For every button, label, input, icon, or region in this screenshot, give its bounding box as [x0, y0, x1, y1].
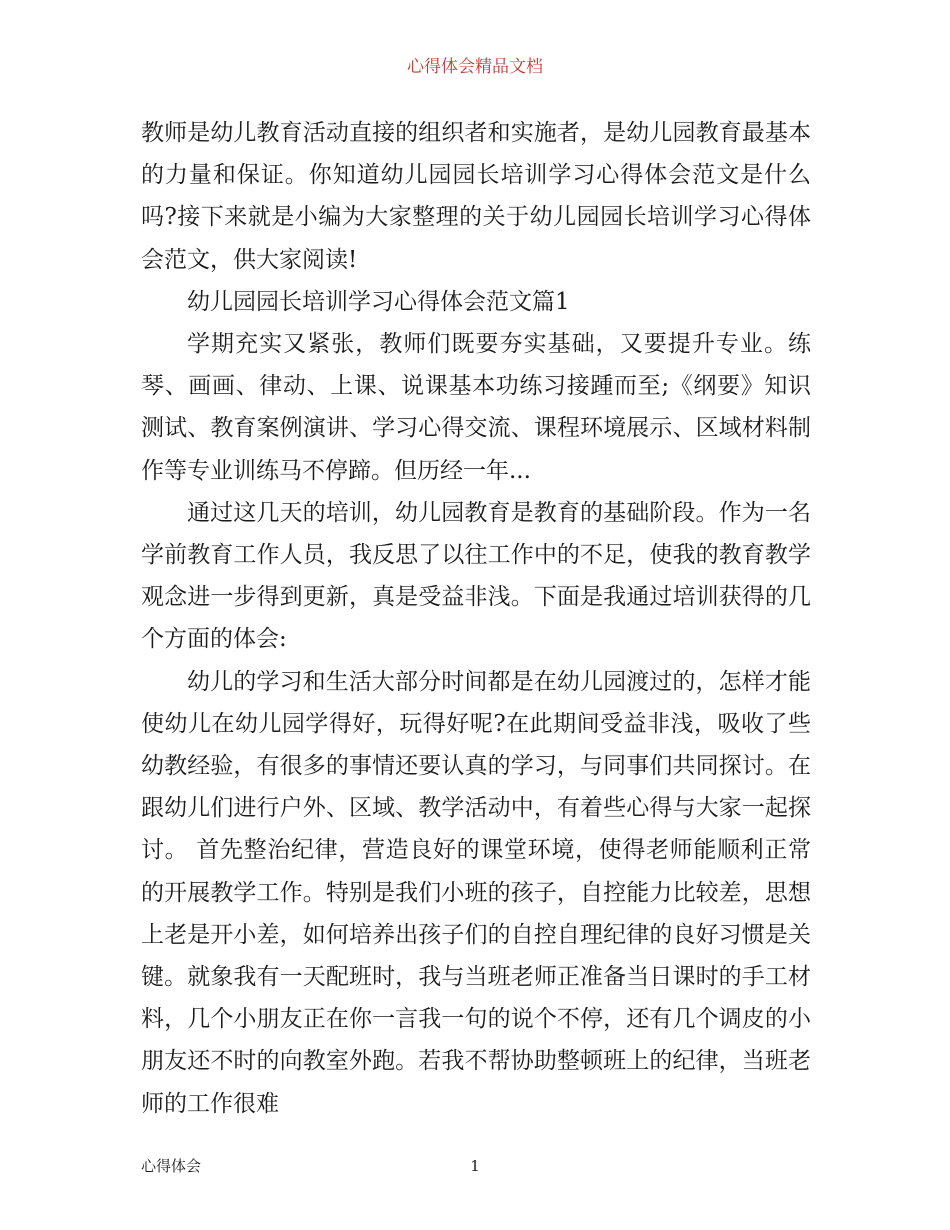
paragraph: 学期充实又紧张，教师们既要夯实基础，又要提升专业。练琴、画画、律动、上课、说课基本功练习接踵而至;《纲要》知识测试、教育案例演讲、学习心得交流、课程环境展示、区域材料制作等专业训练马不停蹄。但历经一年... [141, 331, 811, 484]
section-heading: 幼儿园园长培训学习心得体会范文篇1 [187, 288, 570, 315]
paragraph: 幼儿的学习和生活大部分时间都是在幼儿园渡过的，怎样才能使幼儿在幼儿园学得好，玩得好呢?在此期间受益非浅，吸收了些幼教经验，有很多的事情还要认真的学习，与同事们共同探讨。在跟幼儿们进行户外、区域、教学活动中，有着些心得与大家一起探讨。 首先整治纪律，营造良好的课堂环境，使得老师能顺利正常的开展教学工作。特别是我们小班的孩子，自控能力比较差，思想上老是开小差，如何培养出孩子们的自控自理纪律的良好习惯是关键。就象我有一天配班时，我与当班老师正准备当日课时的手工材料，几个小朋友正在你一言我一句的说个不停，还有几个调皮的小朋友还不时的向教室外跑。若我不帮协助整顿班上的纪律，当班老师的工作很难 [141, 668, 811, 1117]
page-header: 心得体会精品文档 [407, 57, 543, 77]
document-body [141, 112, 811, 1125]
paragraph-intro: 教师是幼儿教育活动直接的组织者和实施者，是幼儿园教育最基本的力量和保证。你知道幼儿园园长培训学习心得体会范文是什么吗?接下来就是小编为大家整理的关于幼儿园园长培训学习心得体会范文，供大家阅读! [141, 120, 811, 273]
page-number: 1 [470, 1157, 480, 1175]
footer-label: 心得体会 [141, 1157, 202, 1175]
paragraph: 通过这几天的培训，幼儿园教育是教育的基础阶段。作为一名学前教育工作人员，我反思了以往工作中的不足，使我的教育教学观念进一步得到更新，真是受益非浅。下面是我通过培训获得的几个方面的体会: [141, 499, 811, 653]
